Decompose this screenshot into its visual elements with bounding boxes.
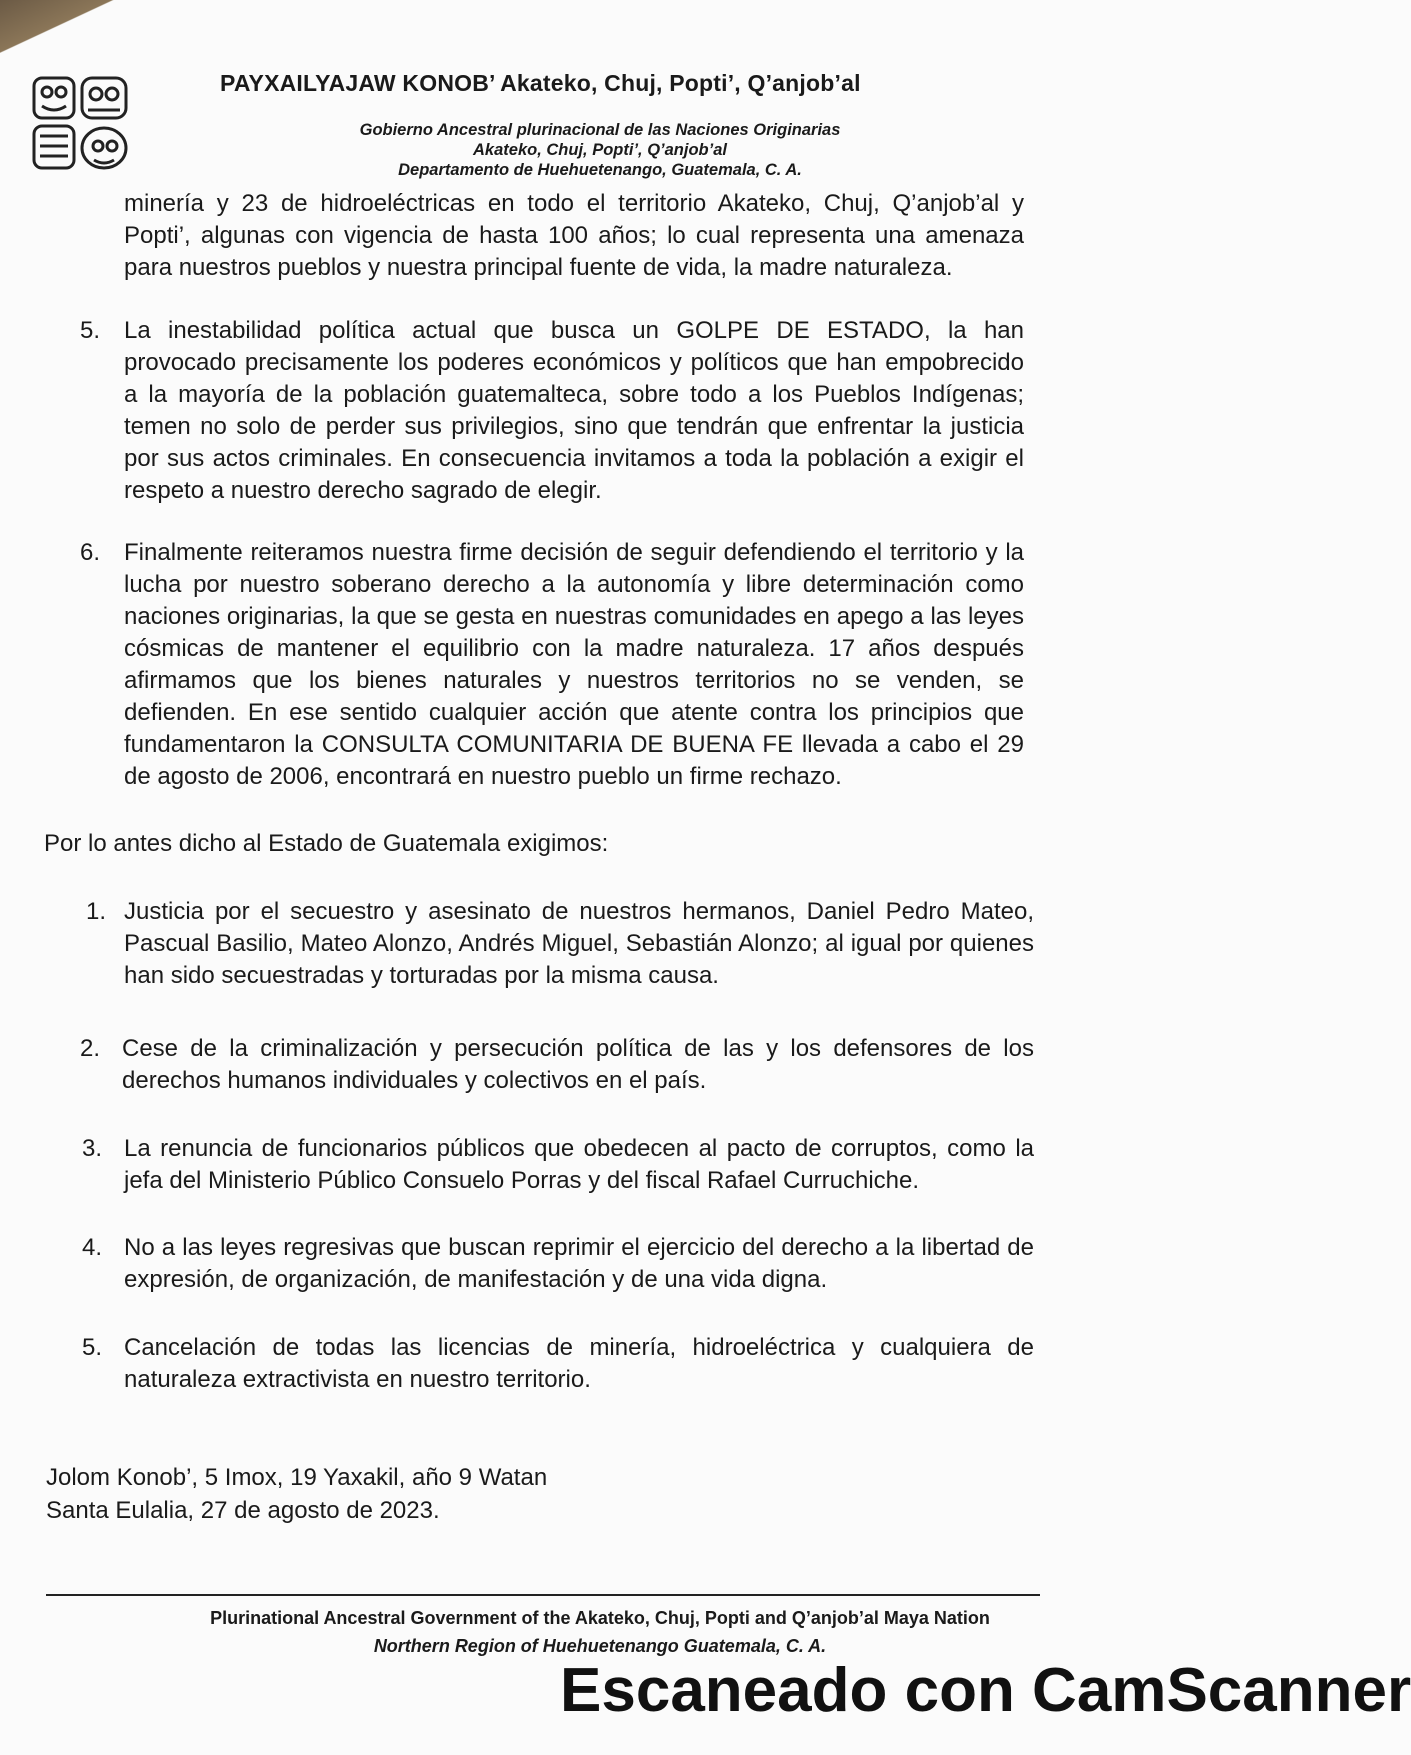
org-title: PAYXAILYAJAW KONOB’ Akateko, Chuj, Popti’, Q’anjob’al xyxy=(220,70,861,96)
demand-text: Justicia por el secuestro y asesinato de nuestros hermanos, Daniel Pedro Mateo, Pascual Basilio, Mateo Alonzo, Andrés Miguel, Sebastián Alonzo; al igual por quienes han sido secuestradas y torturadas por la misma causa. xyxy=(124,898,1034,989)
place-date-line-2: Santa Eulalia, 27 de agosto de 2023. xyxy=(46,1497,440,1524)
footer-divider xyxy=(46,1594,1040,1596)
point-number: 5. xyxy=(80,317,101,344)
scan-corner-shadow xyxy=(0,0,120,60)
footer-line-1: Plurinational Ancestral Government of the Akateko, Chuj, Popti and Q’anjob’al Maya Nation xyxy=(210,1608,990,1628)
demand-number: 1. xyxy=(86,898,107,925)
demand-text: La renuncia de funcionarios públicos que obedecen al pacto de corruptos, como la jefa del Ministerio Público Consuelo Porras y del fiscal Rafael Curruchiche. xyxy=(124,1135,1034,1194)
org-subtitle-line-2: Akateko, Chuj, Popti’, Q’anjob’al xyxy=(473,141,727,159)
org-subtitle-line-1: Gobierno Ancestral plurinacional de las Naciones Originarias xyxy=(359,121,841,139)
demand-text: Cese de la criminalización y persecución política de las y los defensores de los derechos humanos individuales y colectivos en el país. xyxy=(122,1035,1034,1094)
place-date-line-1: Jolom Konob’, 5 Imox, 19 Yaxakil, año 9 Watan xyxy=(46,1464,548,1491)
demand-text: Cancelación de todas las licencias de minería, hidroeléctrica y cualquiera de naturaleza extractivista en nuestro territorio. xyxy=(124,1334,1034,1393)
demand-text: No a las leyes regresivas que buscan reprimir el ejercicio del derecho a la libertad de expresión, de organización, de manifestación y de una vida digna. xyxy=(124,1234,1034,1293)
maya-glyphs-logo-icon xyxy=(30,74,130,172)
org-subtitle-line-3: Departamento de Huehuetenango, Guatemala, C. A. xyxy=(398,161,802,179)
org-subtitle xyxy=(300,120,900,180)
demand-number: 2. xyxy=(80,1035,101,1062)
demand-number: 4. xyxy=(82,1234,103,1261)
scanner-watermark: Escaneado con CamScanner xyxy=(560,1656,1411,1725)
point-text: Finalmente reiteramos nuestra firme decisión de seguir defendiendo el territorio y la lucha por nuestro soberano derecho a la autonomía y libre determinación como naciones originarias, la que se gesta en nuestras comunidades en apego a las leyes cósmicas de mantener el equilibrio con la madre naturaleza. 17 años después afirmamos que los bienes naturales y nuestros territorios no se venden, se defienden. En ese sentido cualquier acción que atente contra los principios que fundamentaron la CONSULTA COMUNITARIA DE BUENA FE llevada a cabo el 29 de agosto de 2006, encontrará en nuestro pueblo un firme rechazo. xyxy=(124,539,1024,790)
footer-line-2: Northern Region of Huehuetenango Guatemala, C. A. xyxy=(373,1636,827,1656)
demand-number: 5. xyxy=(82,1334,103,1361)
footer xyxy=(170,1604,1030,1660)
demand-number: 3. xyxy=(82,1135,103,1162)
demands-intro: Por lo antes dicho al Estado de Guatemala exigimos: xyxy=(44,830,609,857)
point-number: 6. xyxy=(80,539,101,566)
point-text: La inestabilidad política actual que busca un GOLPE DE ESTADO, la han provocado precisamente los poderes económicos y políticos que han empobrecido a la mayoría de la población guatemalteca, sobre todo a los Pueblos Indígenas; temen no solo de perder sus privilegios, sino que tendrán que enfrentar la justicia por sus actos criminales. En consecuencia invitamos a toda la población a exigir el respeto a nuestro derecho sagrado de elegir. xyxy=(124,317,1024,504)
intro-paragraph: minería y 23 de hidroeléctricas en todo el territorio Akateko, Chuj, Q’anjob’al y Popti’, algunas con vigencia de hasta 100 años; lo cual representa una amenaza para nuestros pueblos y nuestra principal fuente de vida, la madre naturaleza. xyxy=(124,190,1024,281)
